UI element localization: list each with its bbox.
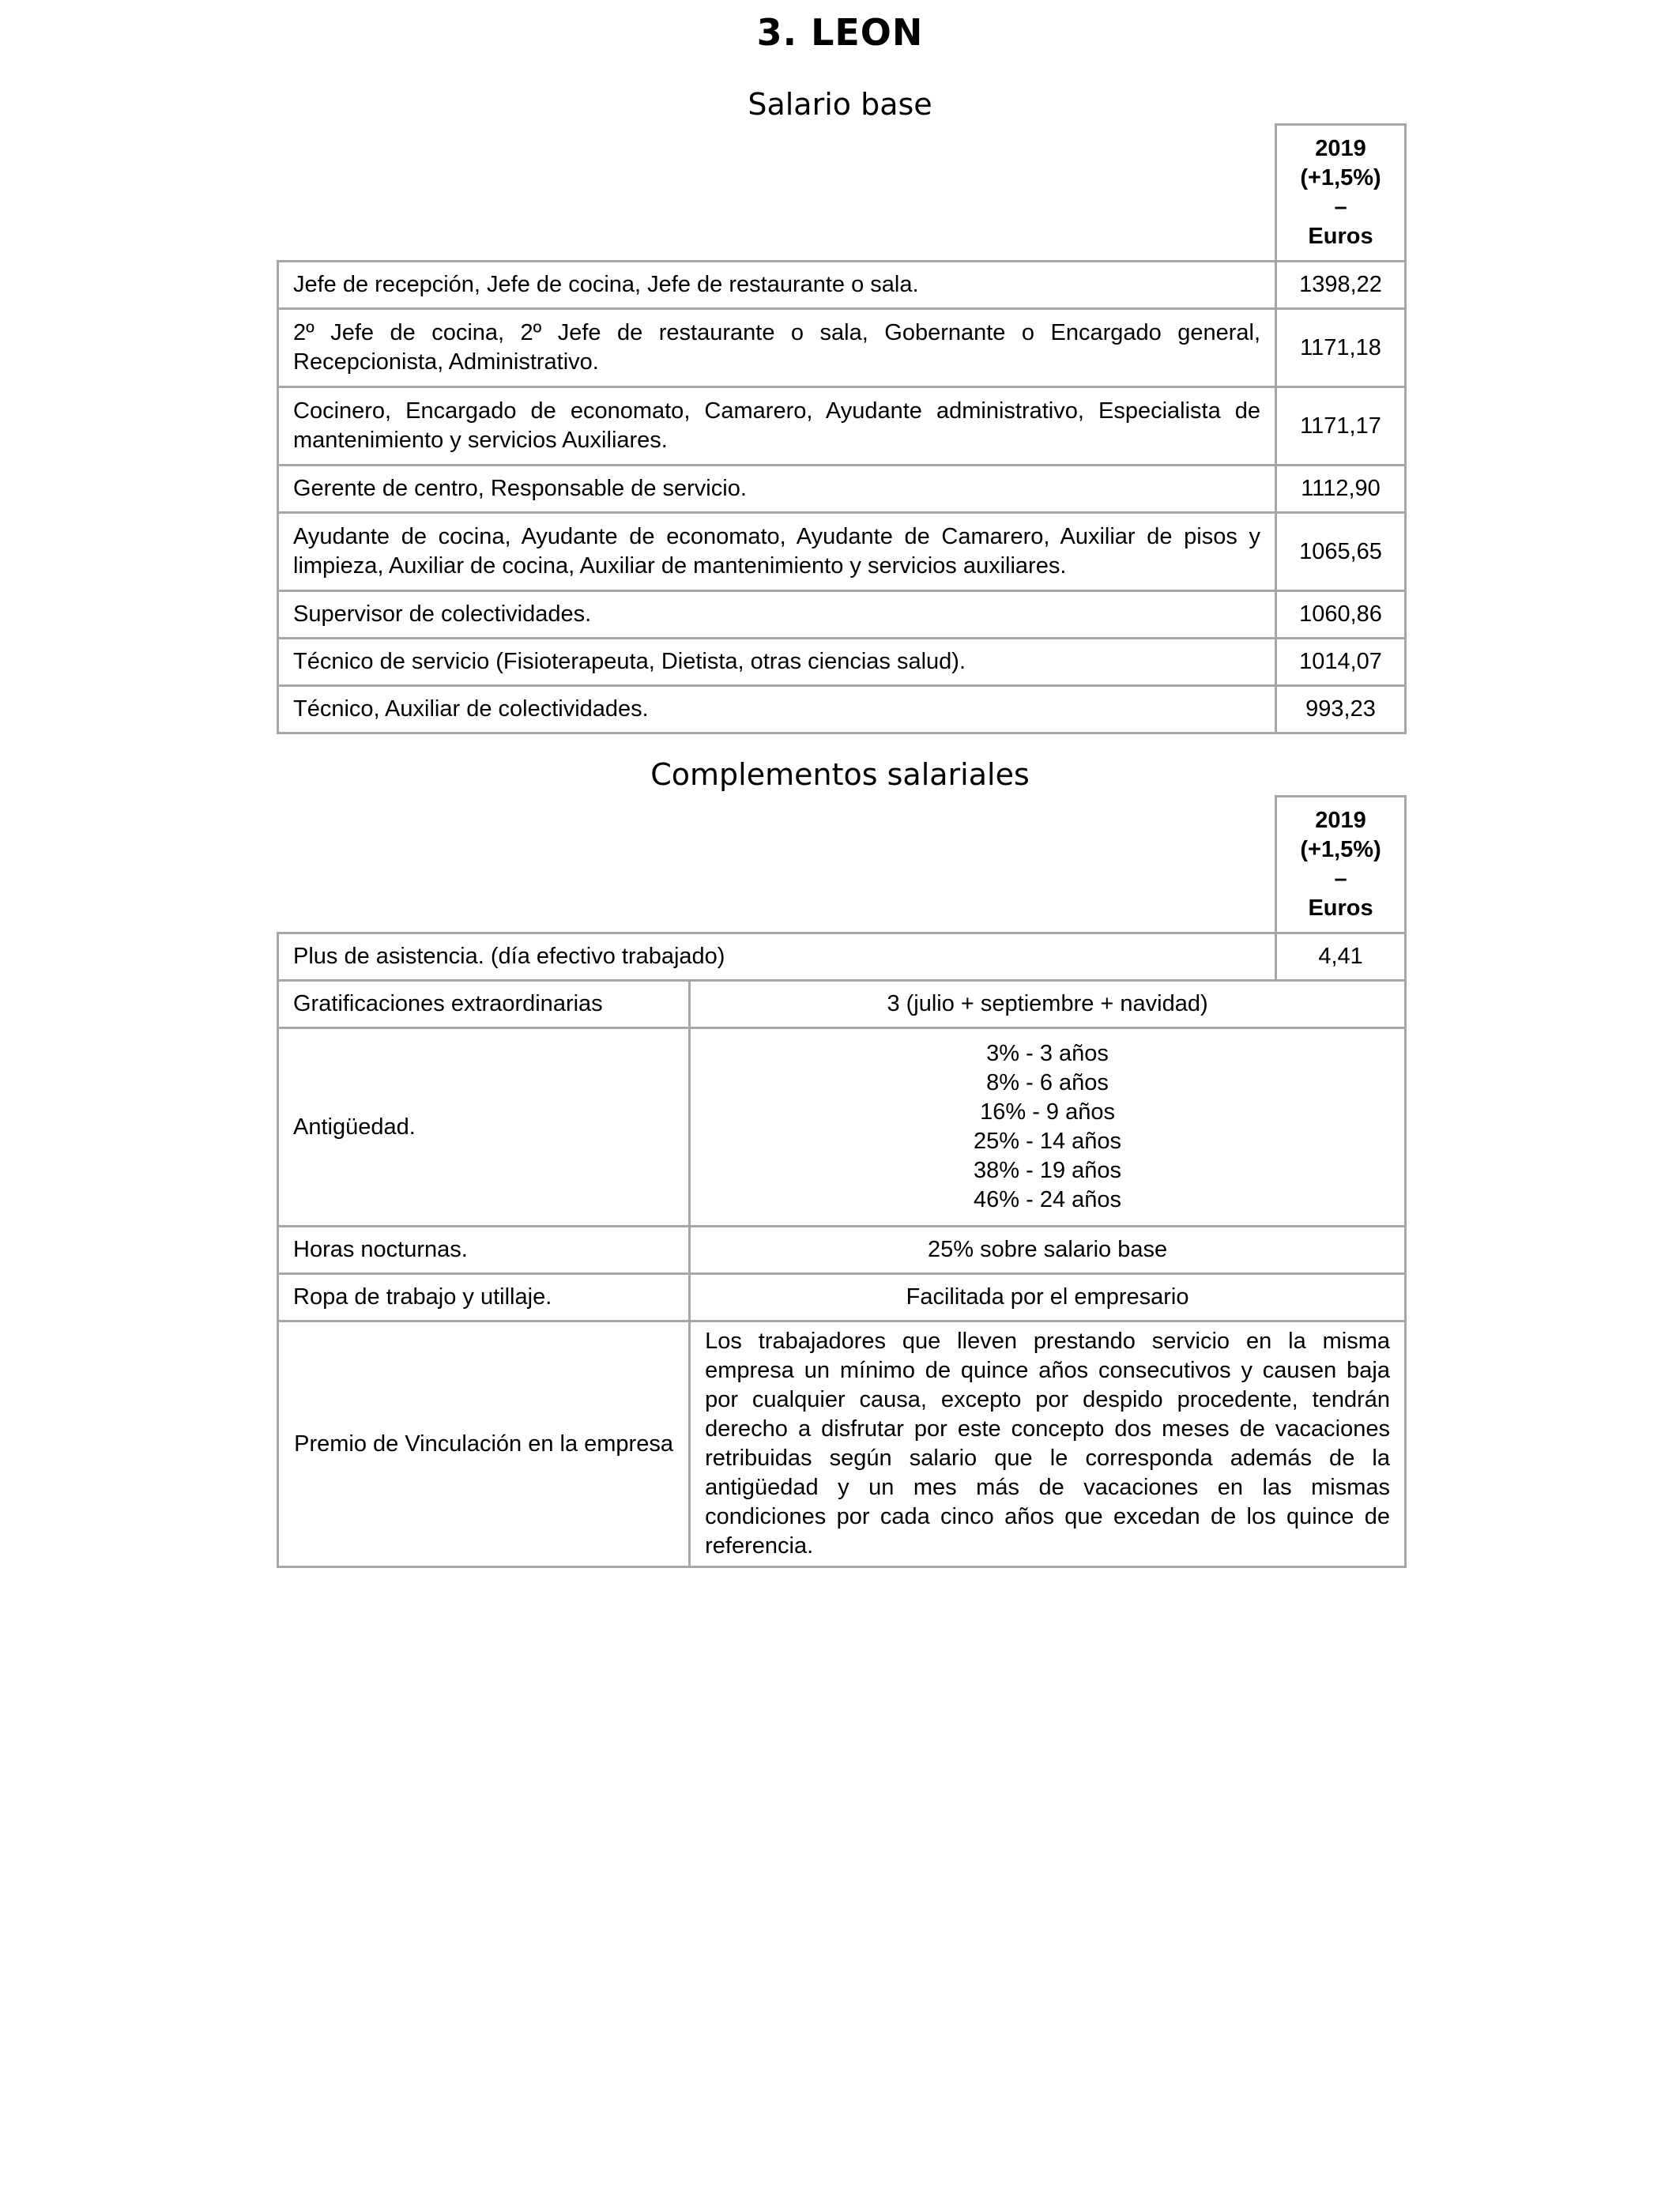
salary-value: 1398,22 (1276, 262, 1406, 309)
header-year: 2019 (1315, 808, 1366, 833)
category-label: Supervisor de colectividades. (278, 591, 1276, 639)
header-spacer (278, 125, 1276, 262)
complementos-table (277, 795, 1407, 1568)
salario-base-title: Salario base (748, 87, 932, 122)
table-row (278, 639, 1406, 686)
header-increase: (+1,5%) (1300, 165, 1381, 190)
gratificaciones-label: Gratificaciones extraordinarias (278, 981, 690, 1028)
salary-value: 993,23 (1276, 686, 1406, 733)
category-label: Técnico, Auxiliar de colectividades. (278, 686, 1276, 733)
horas-nocturnas-value: 25% sobre salario base (690, 1227, 1406, 1274)
table-row (278, 466, 1406, 513)
table-row (278, 686, 1406, 733)
antiguedad-values (690, 1028, 1406, 1227)
premio-vinculacion-label: Premio de Vinculación en la empresa (278, 1321, 690, 1567)
complementos-title: Complementos salariales (650, 757, 1030, 792)
table-row (278, 933, 1406, 981)
table-row (278, 981, 1406, 1028)
plus-asistencia-value: 4,41 (1276, 933, 1406, 981)
table-header-row (278, 797, 1406, 933)
category-label: Técnico de servicio (Fisioterapeuta, Dietista, otras ciencias salud). (278, 639, 1276, 686)
salario-base-table (277, 123, 1407, 734)
antiguedad-step: 25% - 14 años (974, 1129, 1122, 1154)
plus-asistencia-label: Plus de asistencia. (día efectivo trabajado) (278, 933, 1276, 981)
year-column-header (1276, 797, 1406, 933)
table-row (278, 1321, 1406, 1567)
salary-value: 1014,07 (1276, 639, 1406, 686)
header-unit: Euros (1308, 895, 1373, 921)
salary-value: 1171,17 (1276, 387, 1406, 466)
header-year: 2019 (1315, 136, 1366, 161)
antiguedad-label: Antigüedad. (278, 1028, 690, 1227)
year-column-header (1276, 125, 1406, 262)
antiguedad-step: 38% - 19 años (974, 1158, 1122, 1183)
salary-value: 1171,18 (1276, 309, 1406, 387)
antiguedad-step: 3% - 3 años (986, 1041, 1109, 1066)
antiguedad-step: 16% - 9 años (980, 1099, 1115, 1125)
table-header-row (278, 125, 1406, 262)
table-row (278, 262, 1406, 309)
table-row (278, 513, 1406, 591)
gratificaciones-value: 3 (julio + septiembre + navidad) (690, 981, 1406, 1028)
page-title: 3. LEON (756, 11, 924, 54)
antiguedad-step: 46% - 24 años (974, 1187, 1122, 1212)
header-dash: – (1334, 866, 1347, 892)
category-label: 2º Jefe de cocina, 2º Jefe de restaurante o sala, Gobernante o Encargado general, Recepcionista, Administrativo. (278, 309, 1276, 387)
salary-value: 1112,90 (1276, 466, 1406, 513)
ropa-trabajo-value: Facilitada por el empresario (690, 1274, 1406, 1321)
ropa-trabajo-label: Ropa de trabajo y utillaje. (278, 1274, 690, 1321)
category-label: Jefe de recepción, Jefe de cocina, Jefe de restaurante o sala. (278, 262, 1276, 309)
horas-nocturnas-label: Horas nocturnas. (278, 1227, 690, 1274)
table-row (278, 387, 1406, 466)
header-spacer (278, 797, 1276, 933)
salary-value: 1060,86 (1276, 591, 1406, 639)
category-label: Cocinero, Encargado de economato, Camarero, Ayudante administrativo, Especialista de mantenimiento y servicios Auxiliares. (278, 387, 1276, 466)
antiguedad-step: 8% - 6 años (986, 1070, 1109, 1095)
table-row (278, 591, 1406, 639)
header-dash: – (1334, 194, 1347, 220)
premio-vinculacion-value: Los trabajadores que lleven prestando servicio en la misma empresa un mínimo de quince años consecutivos y causen baja por cualquier causa, excepto por despido procedente, tendrán derecho a disfrutar por este concepto dos meses de vacaciones retribuidas según salario que le corresponda además de la antigüedad y un mes más de vacaciones en las mismas condiciones por cada cinco años que excedan de los quince de referencia. (690, 1321, 1406, 1567)
header-unit: Euros (1308, 224, 1373, 249)
category-label: Ayudante de cocina, Ayudante de economato, Ayudante de Camarero, Auxiliar de pisos y limpieza, Auxiliar de cocina, Auxiliar de mantenimiento y servicios auxiliares. (278, 513, 1276, 591)
header-increase: (+1,5%) (1300, 837, 1381, 862)
table-row (278, 1227, 1406, 1274)
table-row (278, 309, 1406, 387)
table-row (278, 1274, 1406, 1321)
salary-value: 1065,65 (1276, 513, 1406, 591)
table-row (278, 1028, 1406, 1227)
category-label: Gerente de centro, Responsable de servicio. (278, 466, 1276, 513)
